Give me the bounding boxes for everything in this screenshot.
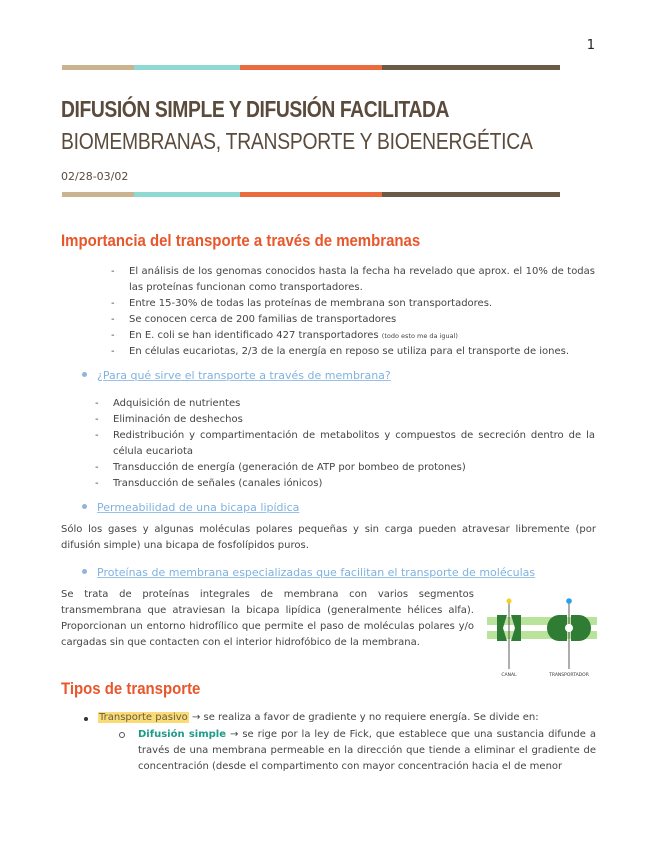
list-item-passive-transport: Transporte pasivo → se realiza a favor de gradiente y no requiere energía. Se divide en: bbox=[84, 712, 596, 723]
document-date: 02/28-03/02 bbox=[61, 170, 129, 183]
list-item: - El análisis de los genomas conocidos hasta la fecha ha revelado que aprox. el 10% de todas las proteínas funcionan como transportadores. bbox=[111, 264, 595, 296]
side-note: (todo esto me da igual) bbox=[381, 332, 458, 340]
list-item: - Entre 15-30% de todas las proteínas de membrana son transportadores. bbox=[111, 296, 595, 312]
membrane-proteins-paragraph: Se trata de proteínas integrales de membrana con varios segmentos transmembrana que atraviesan la bicapa lipídica (generalmente hélices alfa). Proporcionan un entorno hidrofílico que permite el paso de moléculas polares y/o cargadas sin que contacten con el interior hidrofóbico de la membrana. bbox=[61, 589, 474, 648]
importance-list bbox=[111, 264, 595, 360]
bullet-icon bbox=[82, 504, 87, 509]
channel-transporter-figure bbox=[487, 595, 597, 680]
bullet-icon bbox=[84, 717, 88, 721]
page-number: 1 bbox=[586, 38, 595, 53]
document-title: DIFUSIÓN SIMPLE Y DIFUSIÓN FACILITADA bbox=[61, 96, 450, 122]
question-link-permeability[interactable]: Permeabilidad de una bicapa lipídica bbox=[82, 501, 299, 514]
list-item: - Redistribución y compartimentación de metabolitos y compuestos de secreción dentro de la célula eucariota bbox=[95, 428, 595, 460]
purpose-list bbox=[95, 396, 595, 492]
header-divider-top bbox=[62, 65, 560, 70]
header-divider-bottom bbox=[62, 192, 560, 197]
bullet-icon bbox=[82, 569, 87, 574]
list-item: - En células eucariotas, 2/3 de la energía en reposo se utiliza para el transporte de iones. bbox=[111, 344, 595, 360]
list-item: - Transducción de energía (generación de ATP por bombeo de protones) bbox=[95, 460, 595, 476]
figure-label-transportador: TRANSPORTADOR bbox=[549, 673, 589, 678]
list-item: - Se conocen cerca de 200 familias de transportadores bbox=[111, 312, 595, 328]
list-item: - Eliminación de deshechos bbox=[95, 412, 595, 428]
question-link-purpose[interactable]: ¿Para qué sirve el transporte a través de membrana? bbox=[82, 369, 391, 382]
list-item: - Adquisición de nutrientes bbox=[95, 396, 595, 412]
list-item: - En E. coli se han identificado 427 transportadores (todo esto me da igual) bbox=[111, 328, 595, 344]
permeability-paragraph: Sólo los gases y algunas moléculas polares pequeñas y sin carga pueden atravesar libremente (por difusión simple) una bicapa de fosfolípidos puros. bbox=[61, 524, 596, 551]
section-heading-importancia: Importancia del transporte a través de membranas bbox=[61, 231, 421, 250]
passive-transport-label: Transporte pasivo bbox=[99, 712, 188, 723]
question-link-membrane-proteins[interactable]: Proteínas de membrana especializadas que facilitan el transporte de moléculas bbox=[82, 566, 535, 579]
bullet-icon bbox=[82, 372, 87, 377]
document-subtitle: BIOMEMBRANAS, TRANSPORTE Y BIOENERGÉTICA bbox=[61, 128, 533, 154]
bullet-ring-icon bbox=[119, 732, 125, 738]
list-item-simple-diffusion: Difusión simple → se rige por la ley de Fick, que establece que una sustancia difunde a través de una membrana permeable en la dirección que tiende a eliminar el gradiente de concentración (desde el compartimento con mayor concentración hacia el de menor bbox=[119, 727, 596, 775]
simple-diffusion-label: Difusión simple bbox=[138, 729, 227, 740]
figure-label-canal: CANAL bbox=[501, 673, 517, 678]
section-heading-tipos: Tipos de transporte bbox=[61, 679, 201, 698]
list-item: - Transducción de señales (canales iónicos) bbox=[95, 476, 595, 492]
